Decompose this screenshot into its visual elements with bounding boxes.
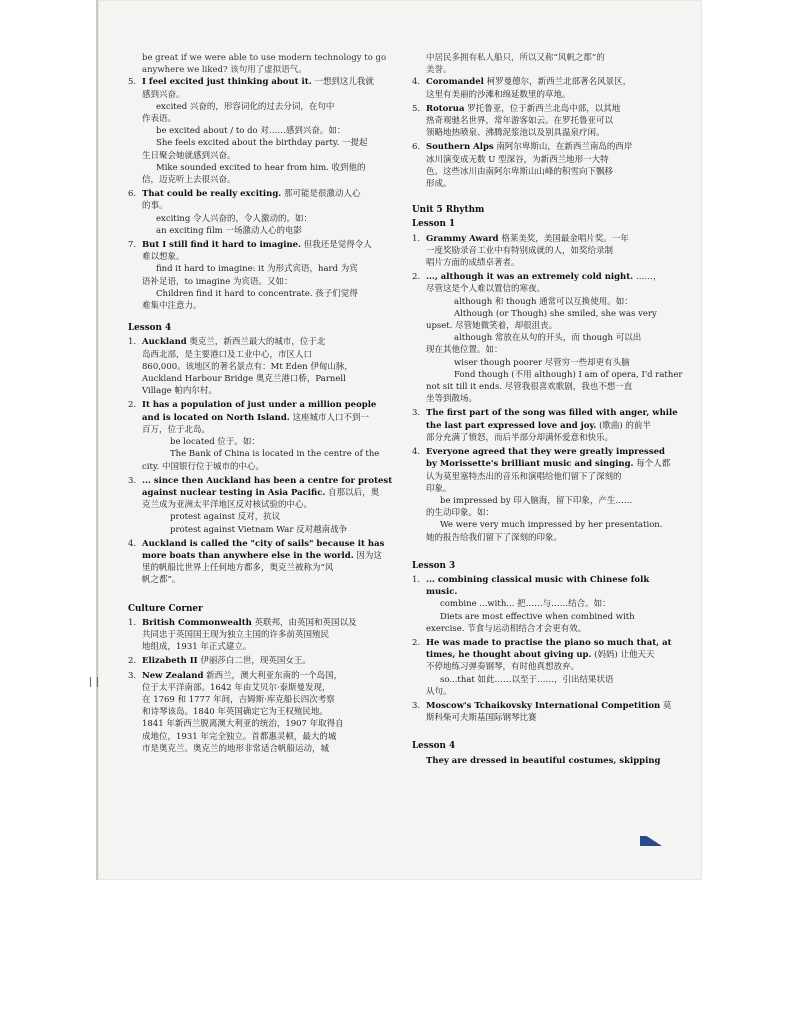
textbook-page — [96, 0, 702, 880]
note-item: 4. Coromandel 柯罗曼德尔，新西兰北部著名风景区， 这里有美丽的沙滩和绵延数里的草地。 — [412, 77, 632, 100]
right-column: 中居民多拥有私人船只，所以又称“风帆之都”的 美誉。 4. Coromandel 柯罗曼德尔，新西兰北部著名风景区， 这里有美丽的沙滩和绵延数里的草地。 5. Rotorua 罗托鲁亚，位于新西兰北岛中部，以其地 热奇观驰名世界，常年游客如云。在罗托鲁亚可以 领略地热喷泉、沸腾泥浆池以及别具温泉疗闲。 6. Southern Alps 南阿尔卑斯山，在新西兰南岛的西岸 冰川演变成无数 U 型深谷，为新西兰地形一大特 色。这些冰川由南阿尔卑斯山山峰的积雪向下飘移 形成。 Unit 5 Rhythm Lesson 1 1. Grammy Award 格莱美奖，美国最金唱片奖。一年 一度奖励录音工业中有特别成就的人，如奖给录制 唱片方面的成绩卓著者。 2. ..., although it was an extremely cold night. ……， 尽管这是个人难以置信的寒夜。 although 和 though 通常可以互换使用。如： Although (or Though) she smiled, she was very upset. 尽管她微笑着，却很沮丧。 although 常放在从句的开头，而 though 可以出 现在其他位置。如： wiser though poorer 尽管穷一些却更有头脑 Fond though (不用 although) I am of opera, I'd rather not sit till it ends. 尽管我很喜欢歌剧，我也不想一直 坐等到散场。 3. The first part of the song was filled with anger, while the last part expressed love and joy. (歌曲) 的前半 部分充满了愤怒，而后半部分却满怀爱意和快乐。 4. Everyone agreed that they were greatly impressed by Morissette's brilliant music and singing. 每个人都 认为莫里塞特杰出的音乐和演唱给他们留下了深刻的 印象。 be impressed by 印入脑海，留下印象，产生…… 的生动印象。如： We were very much impressed by her presentation. 她的报告给我们留下了深刻的印象。 Lesson 3 1. ... combining classical music with Chinese folk music. combine ...with... 把……与……结合。如： Diets are most effective when combined with exercise. 节食与运动相结合才会更有效。 2. He was made to practise the piano so much that, at times, he thought about giving up. (妈妈) 让他天天 不停地练习弹奏钢琴，有时他真想放弃。 so...that 如此……以至于……，引出结果状语 从句。 3. Moscow's Tchaikovsky International Competition 莫 斯科柴可夫斯基国际钢琴比赛 Lesson 4 They are dressed in beautiful costumes, skipping — [412, 53, 683, 766]
note-item: 2. Elizabeth II 伊丽莎白二世，现英国女王。 — [128, 656, 311, 667]
note-item: 2. ..., although it was an extremely cold night. ……， 尽管这是个人难以置信的寒夜。 although 和 though 通常可以互换使用。如： Although (or Though) she smiled, she was very upset. 尽管她微笑着，却很沮丧。 although 常放在从句的开头，而 though 可以出 现在其他位置。如： wiser though poorer 尽管穷一些却更有头脑 Fond though (不用 although) I am of opera, I'd rather not sit till it ends. 尽管我很喜欢歌剧，我也不想一直 坐等到散场。 — [412, 272, 683, 405]
note-item: 1. Auckland 奥克兰，新西兰最大的城市，位于北 岛西北部，是主要港口及工业中心，市区人口 860,000。该地区的著名景点有：Mt Eden 伊甸山脉， Auckland Harbour Bridge 奥克兰港口桥，Parnell Village 帕内尔村。 — [128, 337, 353, 397]
section-heading: Lesson 3 — [412, 560, 456, 571]
unit-heading: Unit 5 Rhythm — [412, 205, 485, 216]
intro-line: be great if we were able to use modern technology to go — [142, 53, 387, 63]
note-line: They are dressed in beautiful costumes, skipping — [426, 755, 661, 766]
note-item-6: 6. That could be really exciting. 那可能是很激动人心 的事。 exciting 令人兴奋的，令人激动的。如： an exciting film 一场激动人心的电影 — [128, 189, 361, 236]
note-item: 4. Everyone agreed that they were greatly impressed by Morissette's brilliant music and singing. 每个人都 认为莫里塞特杰出的音乐和演唱给他们留下了深刻的 印象。 be impressed by 印入脑海，留下印象，产生…… 的生动印象。如： We were very much impressed by her presentation. 她的报告给我们留下了深刻的印象。 — [412, 447, 671, 543]
note-item: 3. Moscow's Tchaikovsky International Competition 莫 斯科柴可夫斯基国际钢琴比赛 — [412, 700, 672, 724]
intro-line: anywhere we liked? 该句用了虚拟语气。 — [142, 65, 307, 76]
left-column — [128, 52, 400, 757]
note-item: 3. ... since then Auckland has been a centre for protest against nuclear testing in Asia Pacific. 自那以后，奥 克兰成为亚洲太平洋地区反对核试验的中心。 protest against 反对，抗议 protest against Vietnam War 反对越南战争 — [128, 475, 393, 535]
section-heading: Culture Corner — [128, 603, 203, 614]
note-item: 3. New Zealand 新西兰，澳大利亚东南的一个岛国， 位于太平洋南部。1642 年由艾贝尔·泰斯曼发现， 在 1769 和 1777 年间，吉姆斯·库克船长四次考察 和诗琴该岛。1840 年英国确定它为王权殖民地。 1841 年新西兰脱离澳大利亚的统治，1907 年取得自 成地位，1931 年完全独立。首都惠灵顿，最大的城 市是奥克兰。奥克兰的地形非常适合帆船运动，城 — [128, 670, 344, 754]
note-item: 4. Auckland is called the "city of sails" because it has more boats than anywhere else in the world. 因为这 里的帆船比世界上任何地方都多，奥克兰被称为“风 帆之都”。 — [128, 538, 385, 586]
section-heading: Lesson 1 — [412, 219, 456, 230]
binding-mark — [90, 677, 98, 687]
section-heading: Lesson 4 — [412, 741, 456, 752]
note-item: 1. Grammy Award 格莱美奖，美国最金唱片奖。一年 一度奖励录音工业中有特别成就的人，如奖给录制 唱片方面的成绩卓著者。 — [412, 233, 629, 269]
note-item-7: 7. But I still find it hard to imagine. 但我还是觉得令人 难以想象。 find it hard to imagine: it 为形式宾语，hard 为宾 语补足语，to imagine 为宾语。又如： Children find it hard to concentrate. 孩子们觉得 难集中注意力。 — [128, 240, 372, 312]
note-item: 6. Southern Alps 南阿尔卑斯山，在新西兰南岛的西岸 冰川演变成无数 U 型深谷，为新西兰地形一大特 色。这些冰川由南阿尔卑斯山山峰的积雪向下飘移 形成。 — [412, 142, 633, 190]
note-item: 5. Rotorua 罗托鲁亚，位于新西兰北岛中部，以其地 热奇观驰名世界，常年游客如云。在罗托鲁亚可以 领略地热喷泉、沸腾泥浆池以及别具温泉疗闲。 — [412, 103, 621, 139]
section-heading: Lesson 4 — [128, 323, 172, 334]
note-item: 2. He was made to practise the piano so much that, at times, he thought about giving up. (妈妈) 让他天天 不停地练习弹奏钢琴，有时他真想放弃。 so...that 如此……以至于……，引出结果状语 从句。 — [412, 637, 672, 697]
note-item: 1. British Commonwealth 英联邦，由英国和英国以及 共同忠于英国国王现为独立主国的许多前英国殖民 地组成，1931 年正式建立。 — [128, 617, 357, 653]
note-item: 3. The first part of the song was filled with anger, while the last part expressed love and joy. (歌曲) 的前半 部分充满了愤怒，而后半部分却满怀爱意和快乐。 — [412, 408, 678, 443]
page-corner-mark — [640, 836, 662, 846]
note-item-5: 5. I feel excited just thinking about it. 一想到这儿我就 感到兴奋。 excited 兴奋的，形容词化的过去分词，在句中 作表语。 be excited about / to do 对……感到兴奋。如： She feels excited about the birthday party. 一提起 生日聚会她就感到兴奋。 Mike sounded excited to hear from him. 收到他的 信，迈克听上去很兴奋。 — [128, 77, 374, 186]
note-item: 1. ... combining classical music with Chinese folk music. combine ...with... 把……与……结合。如： Diets are most effective when combined with exercise. 节食与运动相结合才会更有效。 — [412, 574, 650, 634]
note-title: I feel excited just thinking about it. — [142, 77, 312, 88]
note-title: But I still find it hard to imagine. — [142, 240, 301, 251]
note-title: That could be really exciting. — [142, 189, 282, 200]
note-item: 2. It has a population of just under a million people and is located on North Island. 这座城市人口不到一 百万，位于北岛。 be located 位于。如： The Bank of China is located in the centre of the city. 中国银行位于城市的中心。 — [128, 400, 380, 472]
